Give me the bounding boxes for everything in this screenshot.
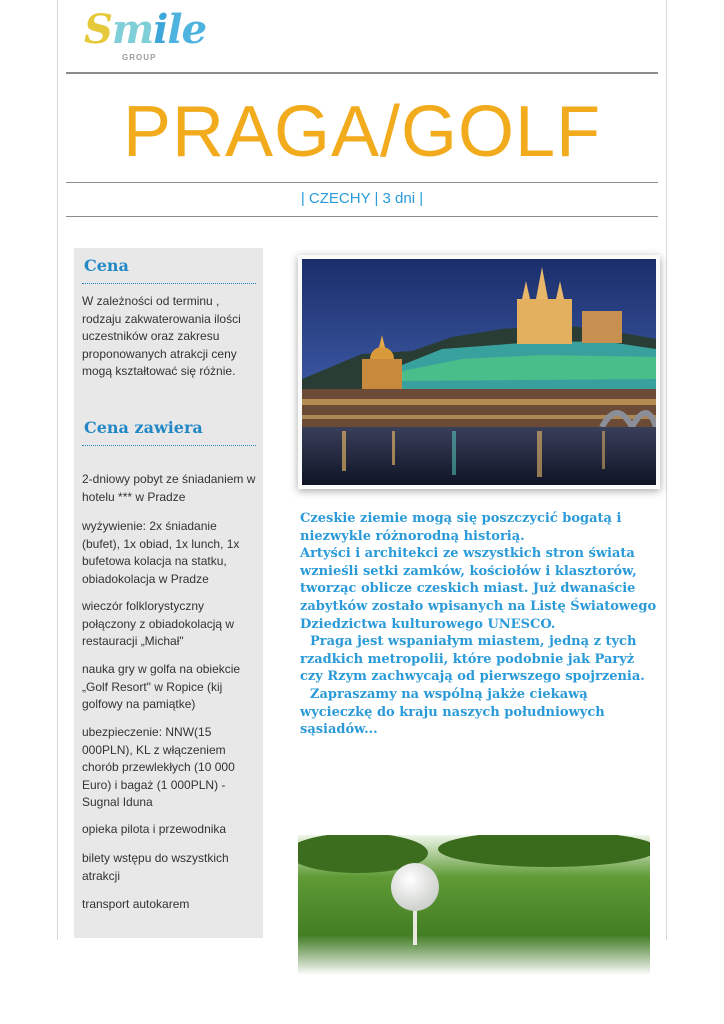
page-border-right: [666, 0, 667, 940]
description-paragraph: Czeskie ziemie mogą się poszczycić bogatą i niezwykle różnorodną historią.: [300, 511, 622, 544]
description-paragraph: Artyści i architekci ze wszystkich stron świata wznieśli setki zamków, kościołów i klasztorów, tworząc oblicze czeskich miast. Już dwanaście zabytków zostało wpisanych na Listę Światowego Dziedzictwa kulturowego UNESCO.: [300, 546, 657, 632]
includes-heading: Cena zawiera: [84, 418, 203, 437]
description-paragraph: Zapraszamy na wspólną jakże ciekawą wycieczkę do kraju naszych południowych sąsiadów...: [300, 686, 605, 738]
includes-item: wieczór folklorystyczny połączony z obiadokolacją w restauracji „Michał": [82, 599, 235, 648]
logo-wordmark: [84, 6, 206, 53]
page-border-left: [57, 0, 58, 940]
logo-letter-m: m: [111, 6, 154, 53]
logo-letter-i: i: [153, 6, 168, 53]
includes-item: bilety wstępu do wszystkich atrakcji: [82, 851, 229, 883]
prague-night-illustration: [302, 259, 656, 485]
header-divider-bottom: [66, 216, 658, 217]
includes-item: transport autokarem: [82, 897, 190, 911]
includes-item: ubezpieczenie: NNW(15 000PLN), KL z włączeniem chorób przewlekłych (10 000 Euro) i bagaż (1 000PLN) - Sugnal Iduna: [82, 725, 235, 809]
price-divider: [82, 283, 256, 284]
description-paragraph: Praga jest wspaniałym miastem, jedną z tych rzadkich metropolii, które podobnie jak Paryż czy Rzym zachwycają od pierwszego spojrzenia.: [300, 634, 645, 685]
logo-subtitle: GROUP: [122, 53, 157, 62]
header-divider-top: [66, 72, 658, 74]
page-subtitle: | CZECHY | 3 dni |: [300, 190, 424, 207]
includes-item: 2-dniowy pobyt ze śniadaniem w hotelu *** w Pradze: [82, 472, 256, 504]
trip-description: [300, 510, 660, 739]
price-text: W zależności od terminu , rodzaju zakwaterowania ilości uczestników oraz zakresu proponowanych atrakcji ceny mogą kształtować się różnie.: [82, 294, 241, 378]
prague-night-photo: [298, 255, 660, 489]
includes-item: wyżywienie: 2x śniadanie (bufet), 1x obiad, 1x lunch, 1x bufetowa kolacja na statku, obiadokolacja w Pradze: [82, 519, 240, 586]
smile-group-logo: [84, 6, 207, 70]
logo-letters-le: le: [167, 6, 207, 53]
includes-item: nauka gry w golfa na obiekcie „Golf Resort" w Ropice (kij golfowy na pamiątke): [82, 662, 241, 711]
golf-ball-photo: [298, 835, 650, 975]
sidebar: [74, 248, 263, 938]
price-heading: Cena: [84, 256, 129, 275]
page-title: PRAGA/GOLF: [122, 92, 602, 172]
golf-ball-illustration: [298, 835, 650, 975]
includes-divider: [82, 445, 256, 446]
header-divider-middle: [66, 182, 658, 183]
includes-item: opieka pilota i przewodnika: [82, 822, 227, 836]
logo-letter-s: S: [84, 6, 112, 53]
